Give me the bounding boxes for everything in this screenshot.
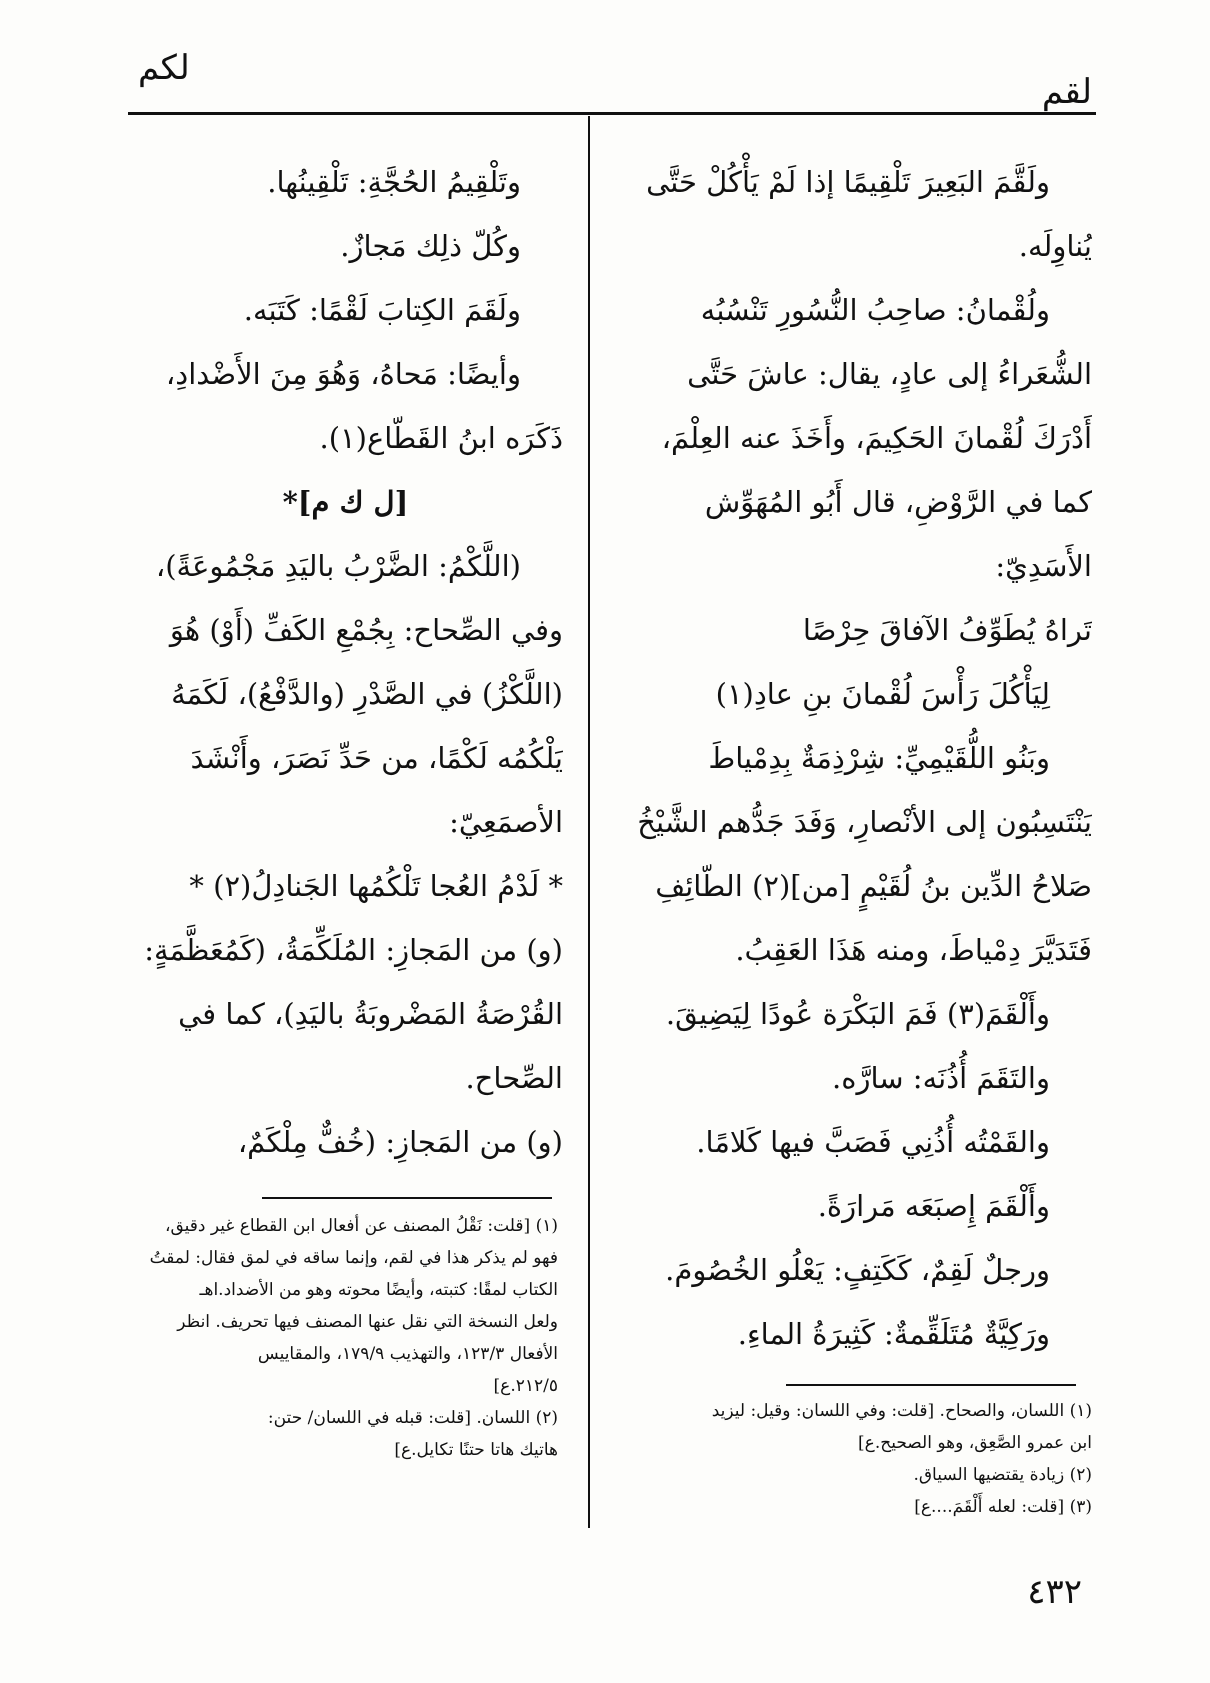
text-line: وأيضًا: مَحاهُ، وَهُوَ مِنَ الأَضْدادِ،	[165, 357, 521, 391]
footnote-line: (٢) زيادة يقتضيها السياق.	[913, 1465, 1092, 1485]
text-line: الأَسَدِيّ:	[995, 549, 1092, 583]
header-rule	[128, 112, 1096, 115]
text-line: ولُقْمانُ: صاحِبُ النُّسُورِ تَنْسُبُه	[700, 293, 1050, 327]
text-line: ورجلٌ لَقِمٌ، كَكَتِفٍ: يَعْلُو الخُصُومَ.	[665, 1253, 1050, 1287]
right-column	[637, 150, 1092, 1366]
text-line: (و) من المَجازِ: (خُفٌّ مِلْكَمٌ،	[237, 1125, 563, 1159]
footnote-line: (٢) اللسان. [قلت: قبله في اللسان/ حتن:	[267, 1408, 558, 1428]
text-line: وأَلْقَمَ(٣) فَمَ البَكْرَة عُودًا لِيَضِيقَ.	[665, 997, 1050, 1031]
text-line: ذَكَرَه ابنُ القَطّاع(١).	[319, 421, 563, 455]
text-line: ولَقَمَ الكِتابَ لَقْمًا: كَتَبَه.	[243, 293, 521, 327]
text-line: يَلْكُمُه لَكْمًا، من حَدِّ نَصَرَ، وأَنْشَدَ	[190, 741, 563, 775]
verse-line: لِيَأْكُلَ رَأْسَ لُقْمانَ بنِ عادِ(١)	[715, 677, 1050, 711]
text-line: (و) من المَجازِ: المُلَكِّمَةُ، (كَمُعَظَّمَةٍ:	[144, 933, 563, 967]
footnote-line: ٢١٢/٥.ع]	[493, 1376, 558, 1396]
left-footnotes	[128, 1210, 558, 1466]
text-line: وفي الصِّحاح: بِجُمْعِ الكَفِّ (أَوْ) هُوَ	[169, 613, 563, 647]
right-footnotes	[642, 1395, 1092, 1523]
text-line: (اللَّكْزُ) في الصَّدْرِ (والدَّفْعُ)، لَكَمَهُ	[171, 677, 563, 711]
text-line: (اللَّكْمُ: الضَّرْبُ باليَدِ مَجْمُوعَةً)،	[155, 549, 521, 583]
text-line: والتَقَمَ أُذُنَه: سارَّه.	[832, 1061, 1050, 1095]
text-line: أَدْرَكَ لُقْمانَ الحَكِيمَ، وأَخَذَ عنه العِلْمَ،	[661, 421, 1092, 455]
footnote-line: الأفعال ١٢٣/٣، والتهذيب ١٧٩/٩، والمقاييس	[257, 1344, 558, 1364]
text-line: الأصمَعِيّ:	[449, 805, 563, 839]
footnote-line: (٣) [قلت: لعله أَلْقَمَ....ع]	[914, 1497, 1092, 1517]
footnote-rule	[786, 1384, 1076, 1386]
footnote-line: ابن عمرو الصَّعِق، وهو الصحيح.ع]	[858, 1433, 1092, 1453]
footnote-line: هاتيك هاتا حتنًا تكايل.ع]	[394, 1440, 558, 1460]
footnote-line: (١) اللسان، والصحاح. [قلت: وفي اللسان: وقيل: ليزيد	[711, 1401, 1092, 1421]
text-line: وتَلْقِيمُ الحُجَّةِ: تَلْقِينُها.	[267, 165, 521, 199]
text-line: ولَقَّمَ البَعِيرَ تَلْقِيمًا إذا لَمْ يَأْكُلْ حَتَّى	[646, 165, 1050, 199]
footnote-line: ولعل النسخة التي نقل عنها المصنف فيها تحريف. انظر	[177, 1312, 558, 1332]
footnote-line: (١) [قلت: نَقْلُ المصنف عن أفعال ابن القطاع غير دقيق،	[165, 1216, 558, 1236]
column-divider	[588, 116, 590, 1528]
footnote-line: الكتاب لمقًا: كتبته، وأيضًا محوته وهو من الأضداد.اهـ	[199, 1280, 558, 1300]
verse-line: * لَدْمُ العُجا تَلْكُمُها الجَنادِلُ(٢) *	[189, 869, 563, 903]
left-column	[128, 150, 563, 1174]
text-line: يُناوِلَه.	[1018, 229, 1092, 263]
footnote-rule	[262, 1197, 552, 1199]
text-line: والقَمْتُه أُذُنِي فَصَبَّ فيها كَلامًا.	[696, 1125, 1050, 1159]
page-number: ٤٣٢	[1027, 1572, 1082, 1612]
header-next-entry-word: لكم	[138, 48, 190, 88]
text-line: الصِّحاح.	[465, 1061, 563, 1095]
text-line: يَنْتَسِبُون إلى الأنْصارِ، وَفَدَ جَدُّهم الشَّيْخُ	[637, 805, 1092, 839]
verse-line: تَراهُ يُطَوِّفُ الآفاقَ حِرْصًا	[802, 613, 1092, 647]
entry-heading: [ل ك م]*	[282, 485, 409, 519]
text-line: وكُلّ ذلِك مَجازٌ.	[340, 229, 521, 263]
footnote-line: فهو لم يذكر هذا في لقم، وإنما ساقه في لمق فقال: لمقتُ	[149, 1248, 558, 1268]
text-line: كما في الرَّوْضِ، قال أَبُو المُهَوِّش	[704, 485, 1092, 519]
text-line: فَتَدَيَّرَ دِمْياطَ، ومنه هَذَا العَقِبُ.	[735, 933, 1092, 967]
text-line: الشُّعَراءُ إلى عادٍ، يقال: عاشَ حَتَّى	[687, 357, 1092, 391]
text-line: القُرْصَةُ المَضْروبَةُ باليَدِ)، كما في	[178, 997, 563, 1031]
text-line: صَلاحُ الدِّين بنُ لُقَيْمٍ [من](٢) الطّائِفِ	[655, 869, 1092, 903]
header-entry-word: لقم	[1041, 72, 1092, 112]
text-line: وأَلْقَمَ إِصبَعَه مَرارَةً.	[817, 1189, 1050, 1223]
text-line: ورَكِيَّةٌ مُتَلَقِّمةٌ: كَثِيرَةُ الماءِ.	[737, 1317, 1050, 1351]
text-line: وبَنُو اللُّقَيْمِيِّ: شِرْذِمَةٌ بِدِمْياطَ	[708, 741, 1050, 775]
